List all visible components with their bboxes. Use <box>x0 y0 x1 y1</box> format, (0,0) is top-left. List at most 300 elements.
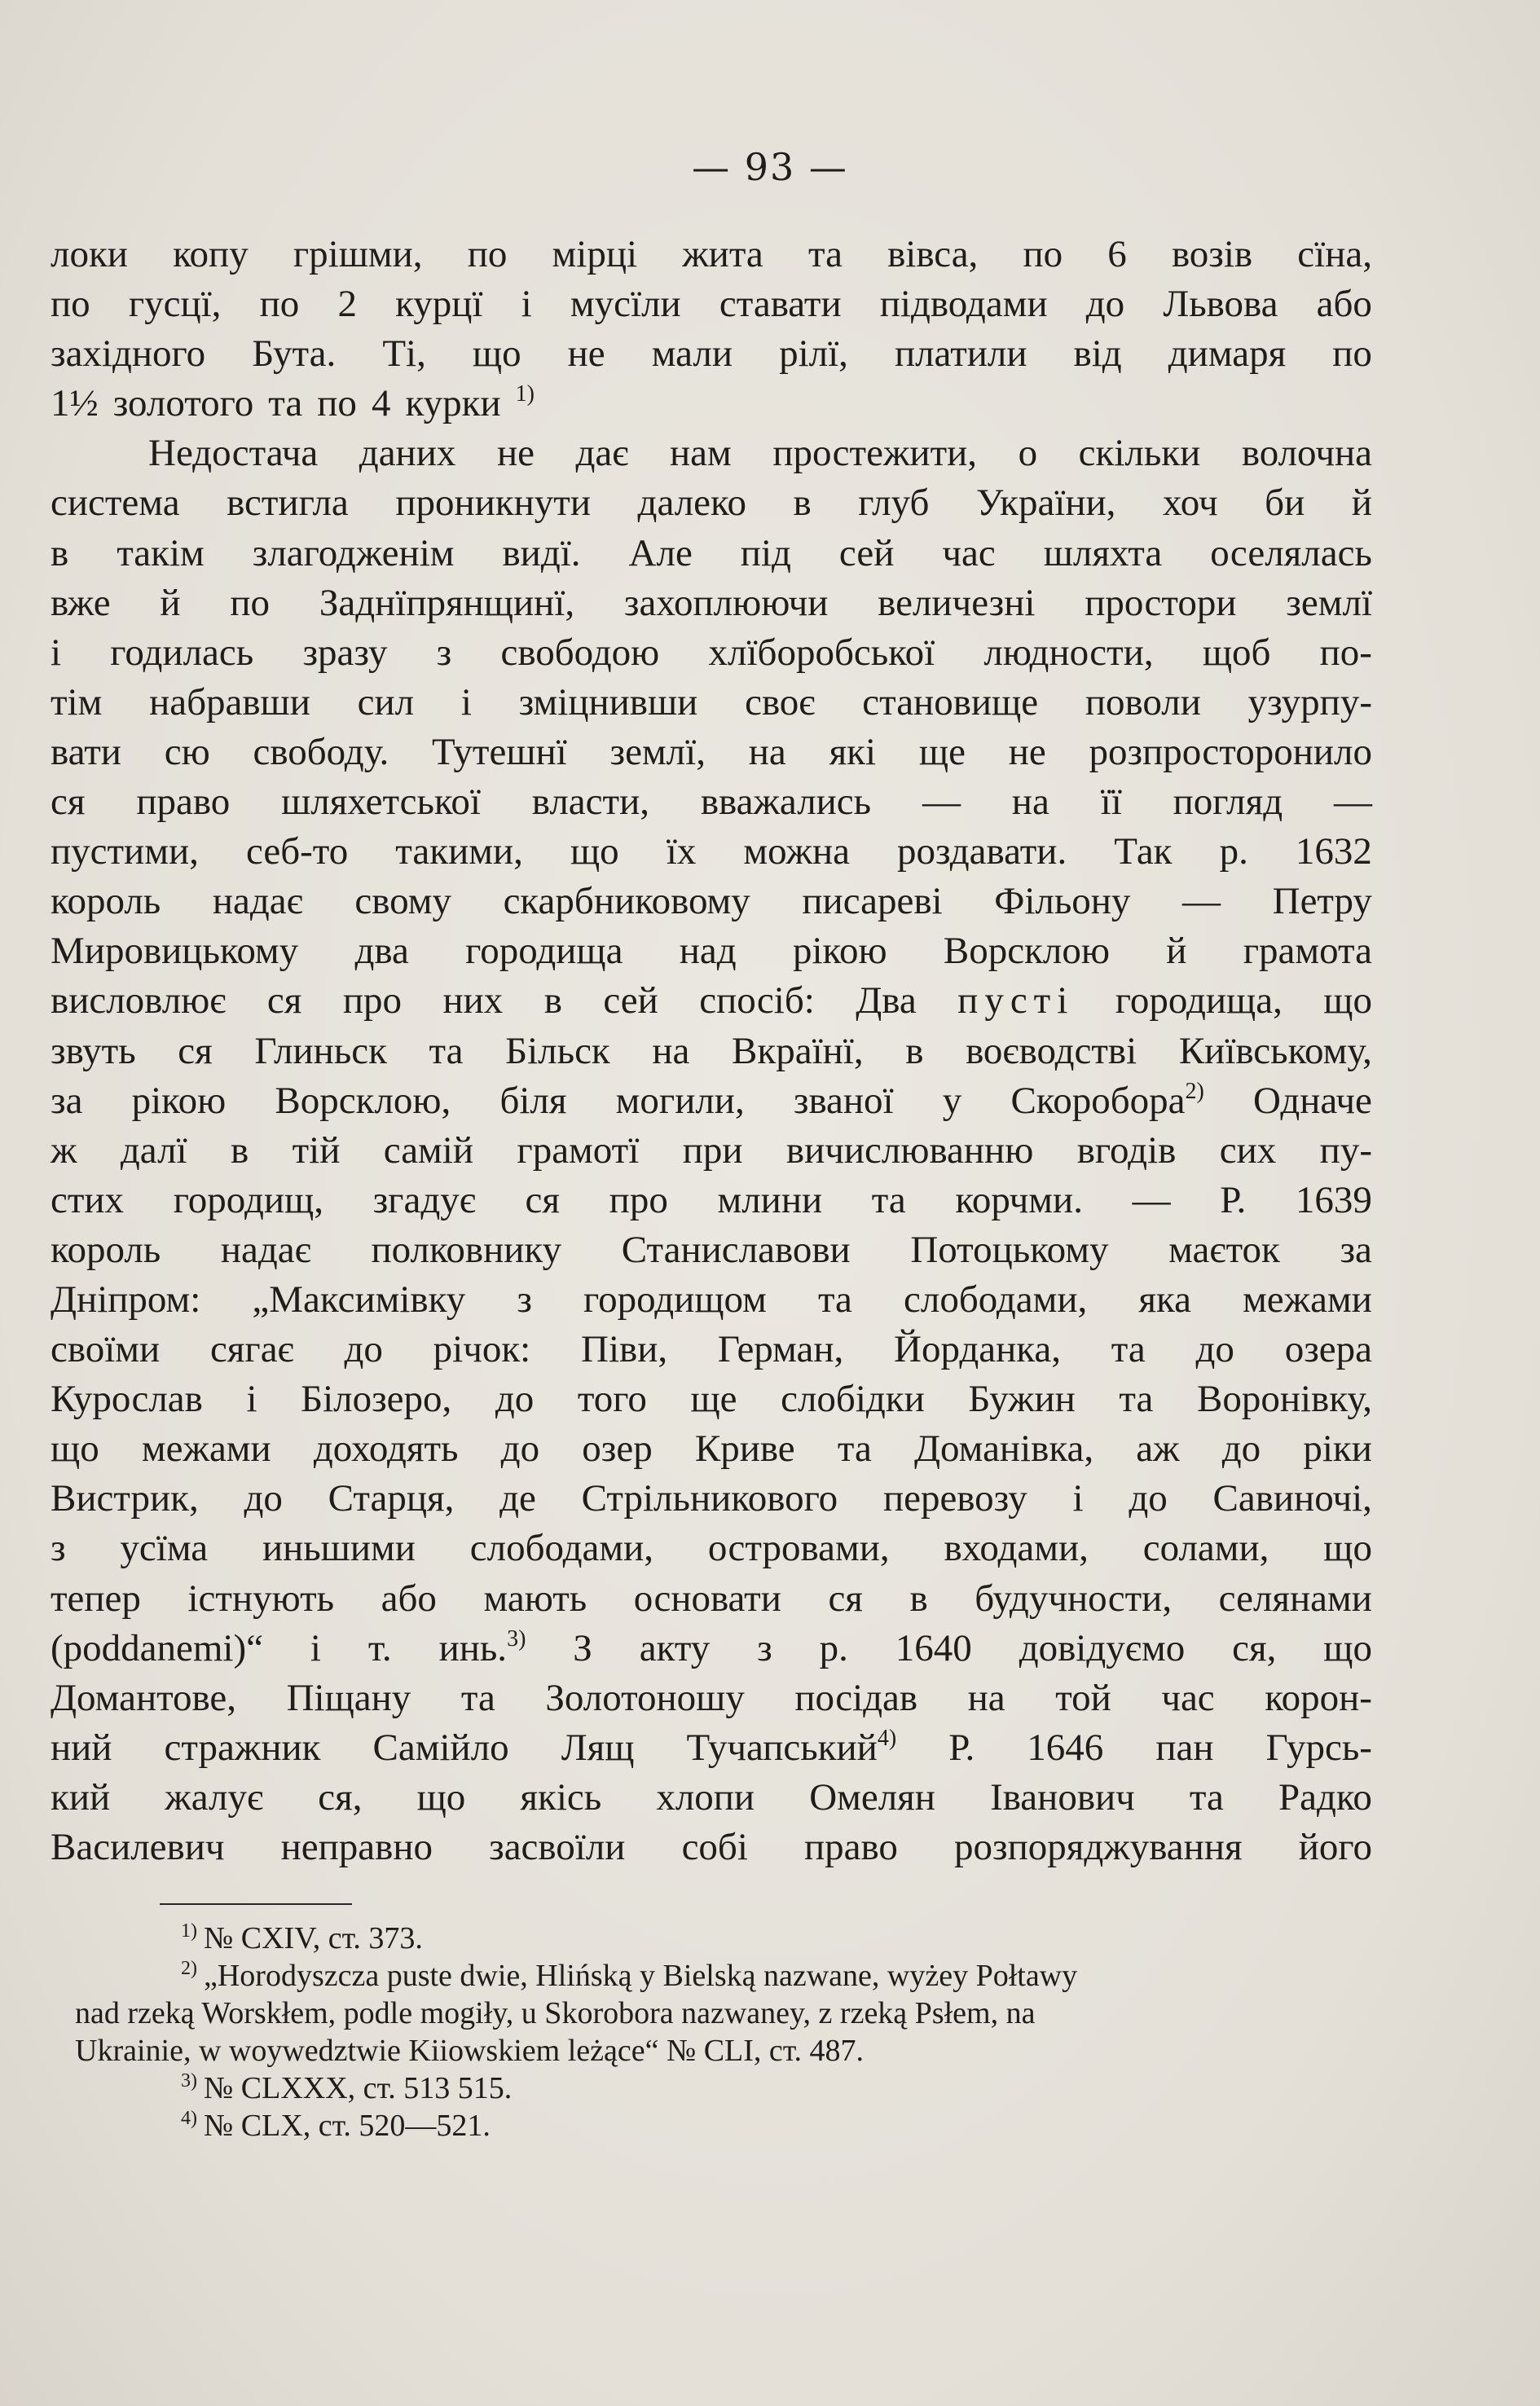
word: 2 <box>337 283 357 326</box>
word: Бута. <box>252 332 337 376</box>
word: два <box>354 930 409 973</box>
text-line <box>51 1674 1372 1723</box>
word: званої <box>793 1079 894 1122</box>
text-line <box>51 529 1372 578</box>
word: жалує <box>165 1775 264 1819</box>
word: що <box>1323 1527 1372 1570</box>
word: себ-то <box>245 830 349 873</box>
word: вважались <box>700 781 872 824</box>
word: пустими, <box>51 830 199 873</box>
word: воєводстві <box>966 1029 1137 1072</box>
word: що <box>472 332 521 376</box>
word: курцї <box>395 283 483 326</box>
word: рікою <box>792 930 887 973</box>
word: ся <box>525 1178 561 1221</box>
word: Йорданка, <box>894 1328 1062 1371</box>
word: хоч <box>1162 482 1218 525</box>
word: система <box>51 482 180 525</box>
footnote-divider <box>160 1903 352 1905</box>
text-line <box>51 1027 1372 1076</box>
word: про <box>609 1178 668 1221</box>
word: вати <box>51 730 121 773</box>
word: свободу. <box>253 730 389 773</box>
word: і <box>521 283 532 326</box>
word: по <box>51 283 90 326</box>
word: гусцї, <box>128 283 222 326</box>
word: в <box>51 531 69 574</box>
text-line <box>51 1375 1372 1424</box>
word: Лящ <box>561 1726 635 1769</box>
word: Але <box>628 531 693 574</box>
word: і <box>310 1626 321 1669</box>
footnote-2-line-2: nad rzeką Worskłem, podle mogiły, u Skorobora nazwaney, z rzeką Psłem, na <box>75 1996 1036 2030</box>
word: межами <box>141 1427 271 1471</box>
word: такими, <box>395 830 523 873</box>
word: Більск <box>505 1029 610 1072</box>
word: сю <box>164 730 210 773</box>
word: корчми. <box>955 1178 1083 1221</box>
word: король <box>51 880 161 923</box>
text-line <box>51 1076 1372 1126</box>
word: Герман, <box>717 1328 844 1371</box>
word: в <box>905 1029 924 1072</box>
word: ся, <box>318 1775 363 1819</box>
word: полковнику <box>371 1228 562 1271</box>
word-with-ref <box>405 379 534 429</box>
word: островами, <box>707 1527 890 1570</box>
word: поволи <box>1085 680 1201 724</box>
word: т. <box>367 1626 392 1669</box>
word: Криве <box>694 1427 795 1471</box>
page-number: — 93 — <box>692 145 848 189</box>
word: ний <box>51 1726 112 1769</box>
word: захоплюючи <box>623 581 829 624</box>
word: р. <box>819 1626 848 1669</box>
word: перевозу <box>882 1477 1027 1520</box>
word: становище <box>862 680 1039 724</box>
word: в <box>231 1128 249 1172</box>
word: та <box>837 1427 872 1471</box>
word: жита <box>682 233 763 275</box>
word: по <box>317 382 357 425</box>
word: Так <box>1114 830 1173 873</box>
word: довідуємо <box>1019 1626 1186 1669</box>
word: видї. <box>502 531 581 574</box>
word: за <box>1340 1228 1372 1271</box>
word: Білозеро, <box>301 1378 452 1421</box>
word: з <box>51 1527 66 1570</box>
word: до <box>500 1427 540 1471</box>
word: Потоцькому <box>910 1228 1109 1271</box>
word: шляхетської <box>281 781 481 824</box>
word: до <box>1129 1477 1168 1520</box>
word: хлїборобської <box>708 631 935 674</box>
text-line <box>51 1574 1372 1624</box>
word: грішми, <box>293 233 423 275</box>
word: час <box>1161 1676 1215 1719</box>
word: тім <box>51 680 103 724</box>
word: своїми <box>51 1328 161 1371</box>
word: димаря <box>1168 332 1287 376</box>
word: не <box>496 432 535 475</box>
word: Ті, <box>382 332 426 376</box>
word: такім <box>117 531 205 574</box>
word: та <box>429 1029 464 1072</box>
footnote-ref: 4) <box>877 1725 897 1751</box>
word: самій <box>383 1128 474 1172</box>
word: мають <box>483 1577 587 1620</box>
word: городища, <box>1115 979 1283 1023</box>
word: по <box>467 233 508 275</box>
word: тепер <box>51 1577 141 1620</box>
word: Вкраїнї, <box>732 1029 864 1072</box>
text-line <box>51 1474 1372 1524</box>
word: над <box>679 930 737 973</box>
word: свободою <box>500 631 660 674</box>
word: рілї, <box>779 332 848 376</box>
word: розпросторонило <box>1089 730 1372 773</box>
word: що <box>416 1775 466 1819</box>
word: аж <box>1136 1427 1180 1471</box>
word: мали <box>651 332 733 376</box>
word: слободами, <box>469 1527 654 1570</box>
word: сей <box>838 531 895 574</box>
word: скарбниковому <box>503 880 750 923</box>
word: 1639 <box>1295 1178 1372 1221</box>
text-line <box>51 777 1372 827</box>
word: мусїли <box>570 283 681 326</box>
word: Дніпром: <box>51 1278 201 1321</box>
word: би <box>1265 482 1305 525</box>
footnote-3: $^{3)}$ № CLXXX, ст. 513 515. <box>181 2070 513 2105</box>
word: річок: <box>433 1328 531 1371</box>
word: де <box>499 1477 536 1520</box>
word: золотого <box>112 382 254 425</box>
word: пан <box>1155 1726 1214 1769</box>
word: до <box>1221 1427 1261 1471</box>
word: иньшими <box>262 1527 416 1570</box>
word: ся <box>828 1577 863 1620</box>
word: дає <box>575 432 629 475</box>
word: Ворсклою, <box>275 1079 451 1122</box>
word: землї, <box>609 730 706 773</box>
word: озер <box>582 1427 653 1471</box>
word: — <box>922 781 961 824</box>
word: та <box>1119 1378 1154 1421</box>
word: до <box>495 1378 535 1421</box>
word: у <box>942 1079 962 1122</box>
text-line <box>51 926 1372 976</box>
word: свому <box>354 880 451 923</box>
word: Недостача <box>148 432 319 475</box>
word: своє <box>745 680 816 724</box>
word: Львова <box>1163 283 1278 326</box>
main-text <box>51 230 1372 1872</box>
word: основати <box>633 1577 781 1620</box>
word: спосіб: <box>699 979 815 1023</box>
word-with-ref <box>686 1723 896 1773</box>
word: далеко <box>637 482 746 525</box>
word: Глиньск <box>254 1029 387 1072</box>
word: ж <box>51 1128 77 1172</box>
word: встигла <box>227 482 349 525</box>
word: городищом <box>583 1278 767 1321</box>
word: Радко <box>1278 1775 1372 1819</box>
word: та <box>1189 1775 1224 1819</box>
word: Іванович <box>990 1775 1135 1819</box>
word: селянами <box>1218 1577 1372 1620</box>
word: Тутешнї <box>432 730 567 773</box>
word: озера <box>1284 1328 1372 1371</box>
word: вичислюванню <box>785 1128 1034 1172</box>
word: мірці <box>552 233 638 275</box>
word: Воронівку, <box>1196 1378 1372 1421</box>
word: 4 <box>371 382 391 425</box>
word: 1½ <box>51 382 99 425</box>
word: Р. <box>1220 1178 1247 1221</box>
word: простори <box>1085 581 1237 624</box>
word: Фільону <box>994 880 1131 923</box>
word: землї <box>1286 581 1372 624</box>
text-line <box>51 1325 1372 1375</box>
word: до <box>244 1477 283 1520</box>
word: них <box>442 979 504 1023</box>
word: — <box>1182 880 1221 923</box>
word: Петру <box>1272 880 1372 923</box>
word: акту <box>639 1626 711 1669</box>
word: рікою <box>131 1079 227 1122</box>
word: Ворсклою <box>943 930 1110 973</box>
word: шляхта <box>1043 531 1163 574</box>
word: Омелян <box>809 1775 935 1819</box>
word: Тучапський <box>686 1726 878 1769</box>
word: слобідки <box>781 1378 925 1421</box>
word: млини <box>717 1178 823 1221</box>
word: надає <box>220 1228 311 1271</box>
word: грамотї <box>517 1128 640 1172</box>
word: якісь <box>520 1775 602 1819</box>
word: висловлює <box>51 979 227 1023</box>
word: сил <box>357 680 415 724</box>
word: Гурсь- <box>1265 1726 1372 1769</box>
word: по <box>1023 233 1063 275</box>
word: по <box>259 283 300 326</box>
word: слободами, <box>904 1278 1088 1321</box>
word: на <box>748 730 786 773</box>
word-with-ref <box>1010 1076 1203 1126</box>
word: ся <box>266 979 302 1023</box>
word: могили, <box>615 1079 745 1122</box>
text-line <box>51 279 1372 329</box>
word: і <box>460 680 472 724</box>
footnote-1: $^{1)}$ № CXIV, ст. 373. <box>181 1920 423 1955</box>
word: біля <box>499 1079 567 1122</box>
word: на <box>967 1676 1005 1719</box>
word: звуть <box>51 1029 136 1072</box>
word: Домантове, <box>51 1676 237 1719</box>
word: ся <box>178 1029 213 1072</box>
word: того <box>577 1378 647 1421</box>
word: з <box>436 631 452 674</box>
word: з <box>517 1278 532 1321</box>
word-with-ref <box>439 1624 526 1674</box>
word: не <box>1008 730 1046 773</box>
word: будучности, <box>975 1577 1173 1620</box>
word: не <box>567 332 605 376</box>
word: далї <box>120 1128 187 1172</box>
text-line <box>51 1225 1372 1275</box>
word: до <box>1085 283 1125 326</box>
word: ся, <box>1232 1626 1277 1669</box>
word: проникнути <box>395 482 591 525</box>
text-line <box>51 877 1372 926</box>
word: Курослав <box>51 1378 203 1421</box>
word: король <box>51 1228 161 1271</box>
word: Піви, <box>581 1328 668 1371</box>
word: і <box>246 1378 257 1421</box>
word: по <box>230 581 270 624</box>
word: — <box>1334 781 1372 824</box>
word: істнують <box>187 1577 335 1620</box>
word: — <box>1132 1178 1171 1221</box>
word: підводами <box>879 283 1048 326</box>
word: погляд <box>1173 781 1283 824</box>
text-line <box>51 230 1372 279</box>
word: роздавати. <box>897 830 1067 873</box>
footnote-ref: 2) <box>1185 1078 1204 1104</box>
word: посідав <box>794 1676 918 1719</box>
word: Скоробора <box>1010 1079 1186 1122</box>
text-line <box>51 628 1372 678</box>
word: кий <box>51 1775 111 1819</box>
word: до <box>344 1328 383 1371</box>
word: зразу <box>302 631 388 674</box>
word: та <box>817 1278 852 1321</box>
word: та <box>807 233 843 275</box>
word: які <box>829 730 877 773</box>
word: городищ, <box>173 1178 323 1221</box>
word: їх <box>666 830 697 873</box>
text-line <box>51 1126 1372 1176</box>
text-line <box>51 578 1372 628</box>
word: городища <box>465 930 623 973</box>
word: в <box>909 1577 928 1620</box>
word: злагодженім <box>252 531 455 574</box>
word: стих <box>51 1178 125 1221</box>
text-line <box>51 1275 1372 1325</box>
word: вгодів <box>1076 1128 1177 1172</box>
word: корон- <box>1265 1676 1372 1719</box>
footnote-ref: 1) <box>515 381 535 407</box>
word: по <box>1332 332 1372 376</box>
word: (poddanemi)“ <box>51 1626 264 1669</box>
word: входами, <box>944 1527 1089 1570</box>
word: р. <box>1219 830 1248 873</box>
word: Самійло <box>372 1726 509 1769</box>
word: до <box>1195 1328 1234 1371</box>
word: Станиславови <box>621 1228 851 1271</box>
word: вже <box>51 581 111 624</box>
word: людности, <box>983 631 1154 674</box>
word: локи <box>51 233 128 275</box>
word: писареві <box>802 880 943 923</box>
word: на <box>1011 781 1049 824</box>
word: 1632 <box>1295 830 1372 873</box>
word: 1646 <box>1027 1726 1104 1769</box>
word: ще <box>918 730 966 773</box>
word: Мировицькому <box>51 930 299 973</box>
word: і <box>51 631 62 674</box>
word: ставати <box>719 283 842 326</box>
word: та <box>460 1676 495 1719</box>
word: яка <box>1138 1278 1191 1321</box>
word: або <box>1316 283 1372 326</box>
footnote-ref: 3) <box>507 1625 526 1652</box>
word: „Максимівку <box>252 1278 466 1321</box>
word: зміцнивши <box>518 680 698 724</box>
word: право <box>804 1826 898 1868</box>
word: Київському, <box>1178 1029 1372 1072</box>
word: маєток <box>1168 1228 1280 1271</box>
text-line <box>51 1773 1372 1823</box>
word: солами, <box>1142 1527 1269 1570</box>
word: Вистрик, <box>51 1477 199 1520</box>
word: згадує <box>372 1178 476 1221</box>
word: розпоряджування <box>954 1826 1243 1868</box>
word: що <box>1323 979 1372 1023</box>
word: надає <box>212 880 303 923</box>
word: сей <box>603 979 658 1023</box>
word: що <box>51 1427 99 1471</box>
word: Р. <box>948 1726 975 1769</box>
word: та <box>871 1178 906 1221</box>
word: Бужин <box>968 1378 1076 1421</box>
word: та <box>1111 1328 1146 1371</box>
footnotes <box>75 1920 1372 2144</box>
text-line <box>51 827 1372 877</box>
word: вівса, <box>887 233 979 275</box>
word: стражник <box>164 1726 321 1769</box>
word: і <box>1072 1477 1084 1520</box>
word: й <box>1351 482 1372 525</box>
word: той <box>1055 1676 1111 1719</box>
text-line <box>51 1424 1372 1474</box>
footnote-4: $^{4)}$ № CLX, ст. 520—521. <box>181 2108 491 2143</box>
word: її <box>1100 781 1122 824</box>
word: глуб <box>858 482 930 525</box>
text-line <box>51 728 1372 777</box>
word: простежити, <box>772 432 978 475</box>
word: курки <box>405 382 501 425</box>
word: засвоїли <box>489 1826 626 1868</box>
word: про <box>342 979 402 1023</box>
word: при <box>682 1128 743 1172</box>
word: пу- <box>1319 1128 1372 1172</box>
word: 1640 <box>895 1626 972 1669</box>
word: його <box>1298 1826 1372 1868</box>
text-line <box>51 976 1372 1026</box>
word: й <box>160 581 181 624</box>
word: з <box>757 1626 772 1669</box>
word: від <box>1073 332 1122 376</box>
word: годилась <box>110 631 254 674</box>
word: неправно <box>280 1826 433 1868</box>
word: скільки <box>1078 432 1201 475</box>
word: Одначе <box>1253 1079 1372 1122</box>
word: сягає <box>209 1328 294 1371</box>
word: о <box>1018 432 1038 475</box>
word: хлопи <box>656 1775 755 1819</box>
